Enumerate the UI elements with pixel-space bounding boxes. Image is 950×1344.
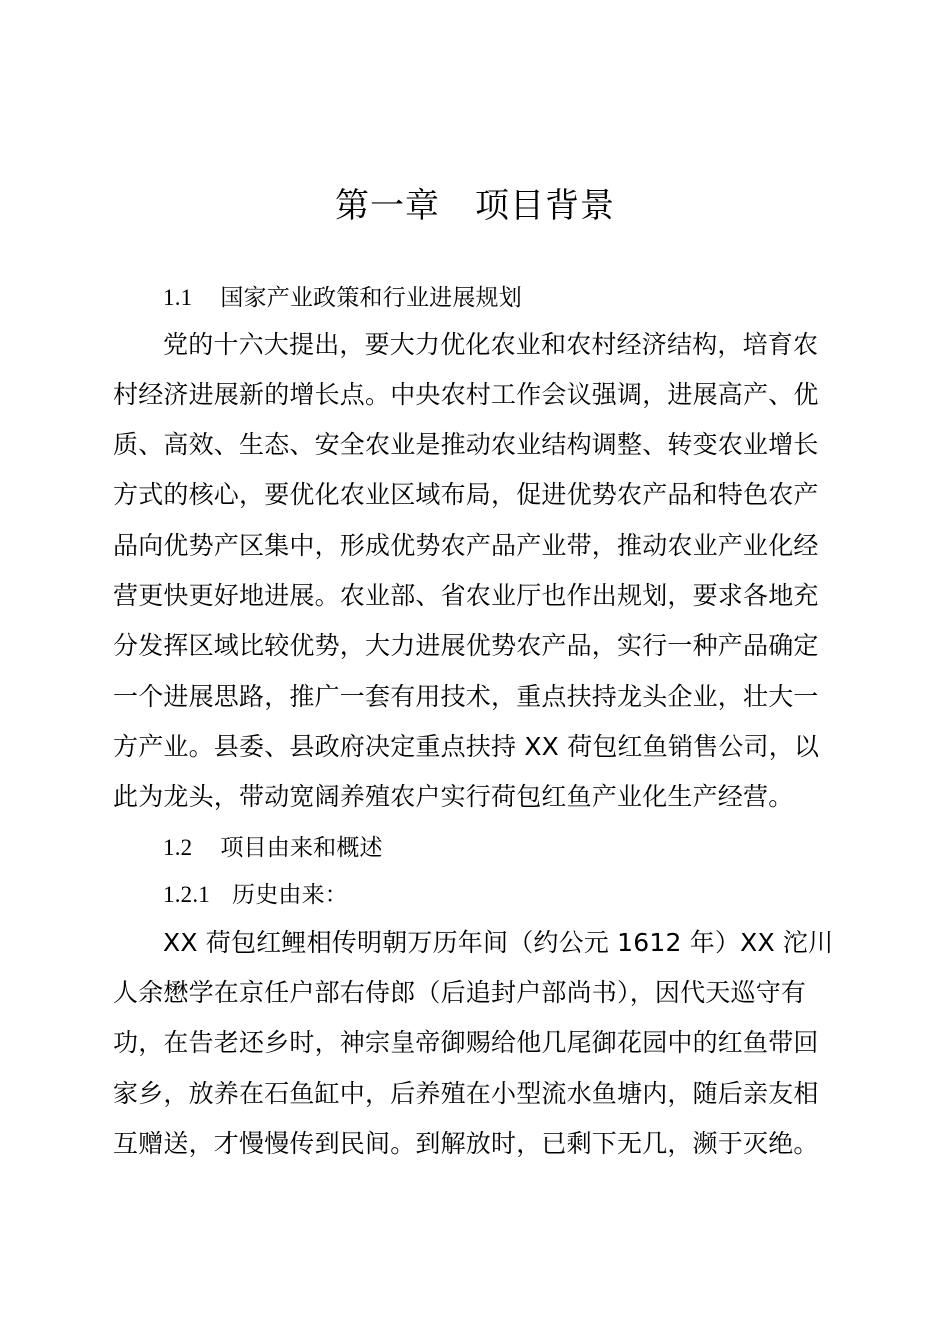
paragraph-line: 一个进展思路，推广一套有用技术，重点扶持龙头企业，壮大一 — [113, 682, 819, 711]
paragraph-line: 互赠送，才慢慢传到民间。到解放时，已剩下无几，濒于灭绝。 — [113, 1129, 819, 1158]
paragraph-line: 此为龙头，带动宽阔养殖农户实行荷包红鱼产业化生产经营。 — [113, 782, 794, 811]
paragraph-line: 功，在告老还乡时，神宗皇帝御赐给他几尾御花园中的红鱼带回 — [113, 1028, 819, 1057]
paragraph-line: 村经济进展新的增长点。中央农村工作会议强调，进展高产、优 — [113, 380, 819, 409]
paragraph-line: 方产业。县委、县政府决定重点扶持 XX 荷包红鱼销售公司，以 — [113, 732, 820, 761]
paragraph-line: XX 荷包红鲤相传明朝万历年间（约公元 1612 年）XX 沱川 — [163, 928, 834, 957]
section-title: 历史由来： — [232, 882, 348, 907]
paragraph-line: 营更快更好地进展。农业部、省农业厅也作出规划，要求各地充 — [113, 581, 819, 610]
paragraph-line: 品向优势产区集中，形成优势农产品产业带，推动农业产业化经 — [113, 531, 819, 560]
paragraph-line: 质、高效、生态、安全农业是推动农业结构调整、转变农业增长 — [113, 430, 819, 459]
section-title: 国家产业政策和行业进展规划 — [220, 285, 522, 311]
section-heading-1-1 — [163, 273, 838, 323]
paragraph-line: 方式的核心，要优化农业区域布局，促进优势农产品和特色农产 — [113, 480, 819, 509]
paragraph-line: 家乡，放养在石鱼缸中，后养殖在小型流水鱼塘内，随后亲友相 — [113, 1079, 819, 1108]
paragraph-line: 分发挥区域比较优势，大力进展优势农产品，实行一种产品确定 — [113, 631, 819, 660]
section-heading-1-2-1 — [163, 870, 838, 920]
section-title: 项目由来和概述 — [220, 835, 383, 861]
section-number: 1.2.1 — [163, 882, 210, 907]
chapter-title: 第一章 项目背景 — [335, 186, 615, 226]
section-heading-1-2 — [163, 823, 838, 873]
paragraph-line: 党的十六大提出，要大力优化农业和农村经济结构，培育农 — [163, 330, 819, 359]
section-number: 1.1 — [163, 285, 193, 310]
paragraph-line: 人余懋学在京任户部右侍郎（后追封户部尚书），因代天巡守有 — [113, 978, 807, 1007]
section-number: 1.2 — [163, 835, 193, 860]
